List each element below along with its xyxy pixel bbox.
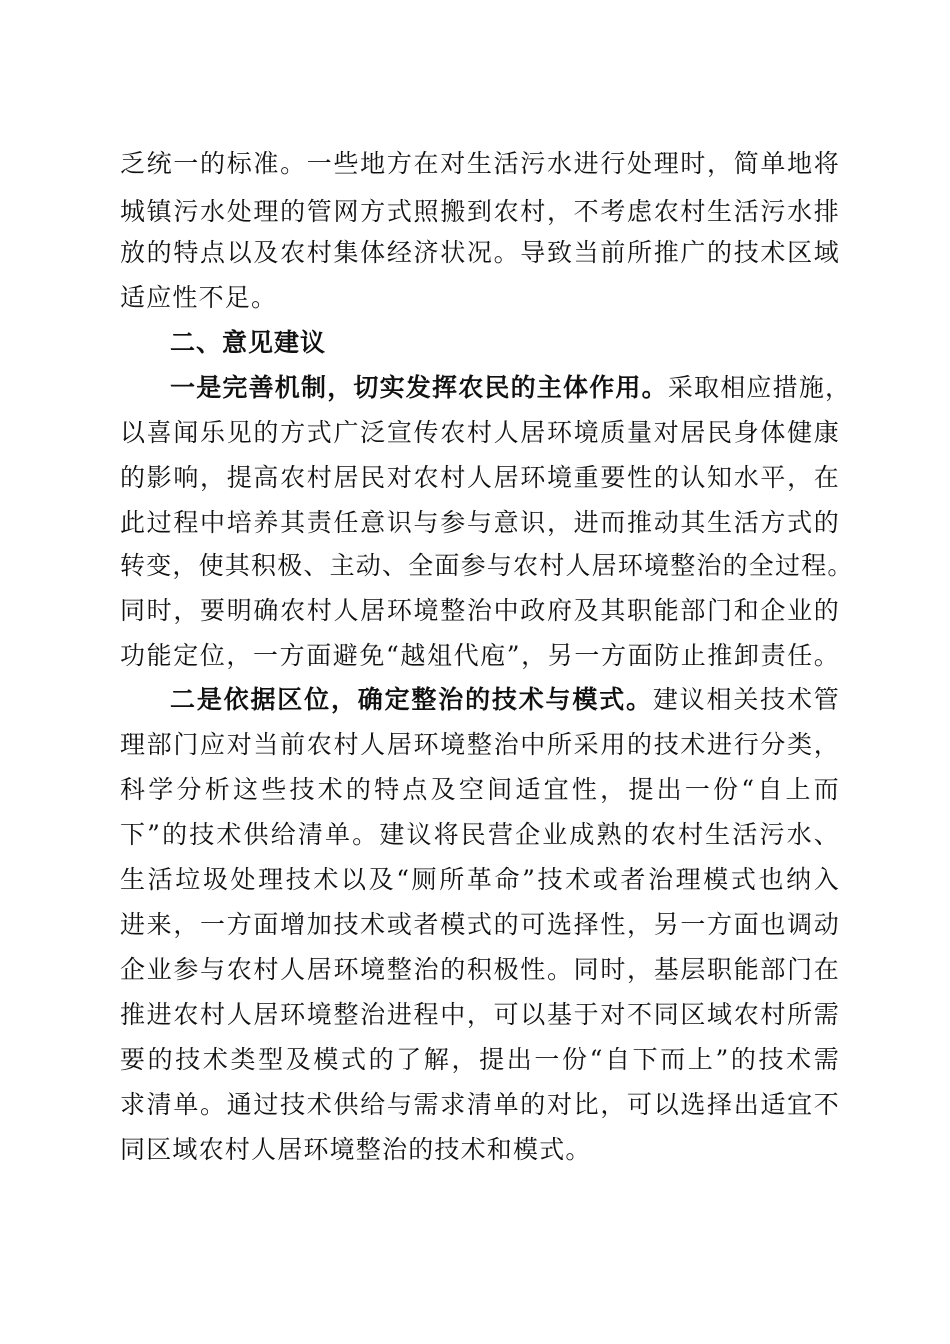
- text-line: 适应性不足。: [120, 283, 278, 312]
- text-line: 放的特点以及农村集体经济状况。导致当前所推广的技术区域: [120, 238, 840, 267]
- text-line: 城镇污水处理的管网方式照搬到农村，不考虑农村生活污水排: [120, 197, 840, 226]
- text-line: 生活垃圾处理技术以及“厕所革命”技术或者治理模式也纳入: [120, 865, 840, 894]
- text-line: 推进农村人居环境整治进程中，可以基于对不同区域农村所需: [120, 1000, 840, 1029]
- paragraph-lead: 二是依据区位，确定整治的技术与模式。: [170, 685, 653, 714]
- text-line: 科学分析这些技术的特点及空间适宜性，提出一份“自上而: [120, 775, 840, 804]
- text-line: 乏统一的标准。一些地方在对生活污水进行处理时，简单地将: [120, 149, 840, 178]
- paragraph-first-line: [170, 684, 840, 716]
- text-line: 功能定位，一方面避免“越俎代庖”，另一方面防止推卸责任。: [120, 641, 840, 670]
- paragraph-text: 建议相关技术管: [652, 685, 840, 714]
- paragraph-first-line: [170, 372, 852, 404]
- text-line: 以喜闻乐见的方式广泛宣传农村人居环境质量对居民身体健康: [120, 418, 840, 447]
- text-line: 进来，一方面增加技术或者模式的可选择性，另一方面也调动: [120, 910, 840, 939]
- paragraph-lead: 一是完善机制，切实发挥农民的主体作用。: [170, 373, 668, 402]
- text-line: 企业参与农村人居环境整治的积极性。同时，基层职能部门在: [120, 955, 840, 984]
- text-line: 同时，要明确农村人居环境整治中政府及其职能部门和企业的: [120, 596, 840, 625]
- text-line: 下”的技术供给清单。建议将民营企业成熟的农村生活污水、: [120, 820, 840, 849]
- section-heading: 二、意见建议: [170, 328, 327, 357]
- text-line: 同区域农村人居环境整治的技术和模式。: [120, 1135, 592, 1164]
- text-line: 此过程中培养其责任意识与参与意识，进而推动其生活方式的: [120, 508, 840, 537]
- text-line: 要的技术类型及模式的了解，提出一份“自下而上”的技术需: [120, 1045, 840, 1074]
- text-line: 的影响，提高农村居民对农村人居环境重要性的认知水平，在: [120, 463, 840, 492]
- text-line: 求清单。通过技术供给与需求清单的对比，可以选择出适宜不: [120, 1090, 840, 1119]
- text-line: 转变，使其积极、主动、全面参与农村人居环境整治的全过程。: [120, 551, 854, 580]
- text-line: 理部门应对当前农村人居环境整治中所采用的技术进行分类，: [120, 730, 840, 759]
- paragraph-text: 采取相应措施，: [667, 373, 852, 402]
